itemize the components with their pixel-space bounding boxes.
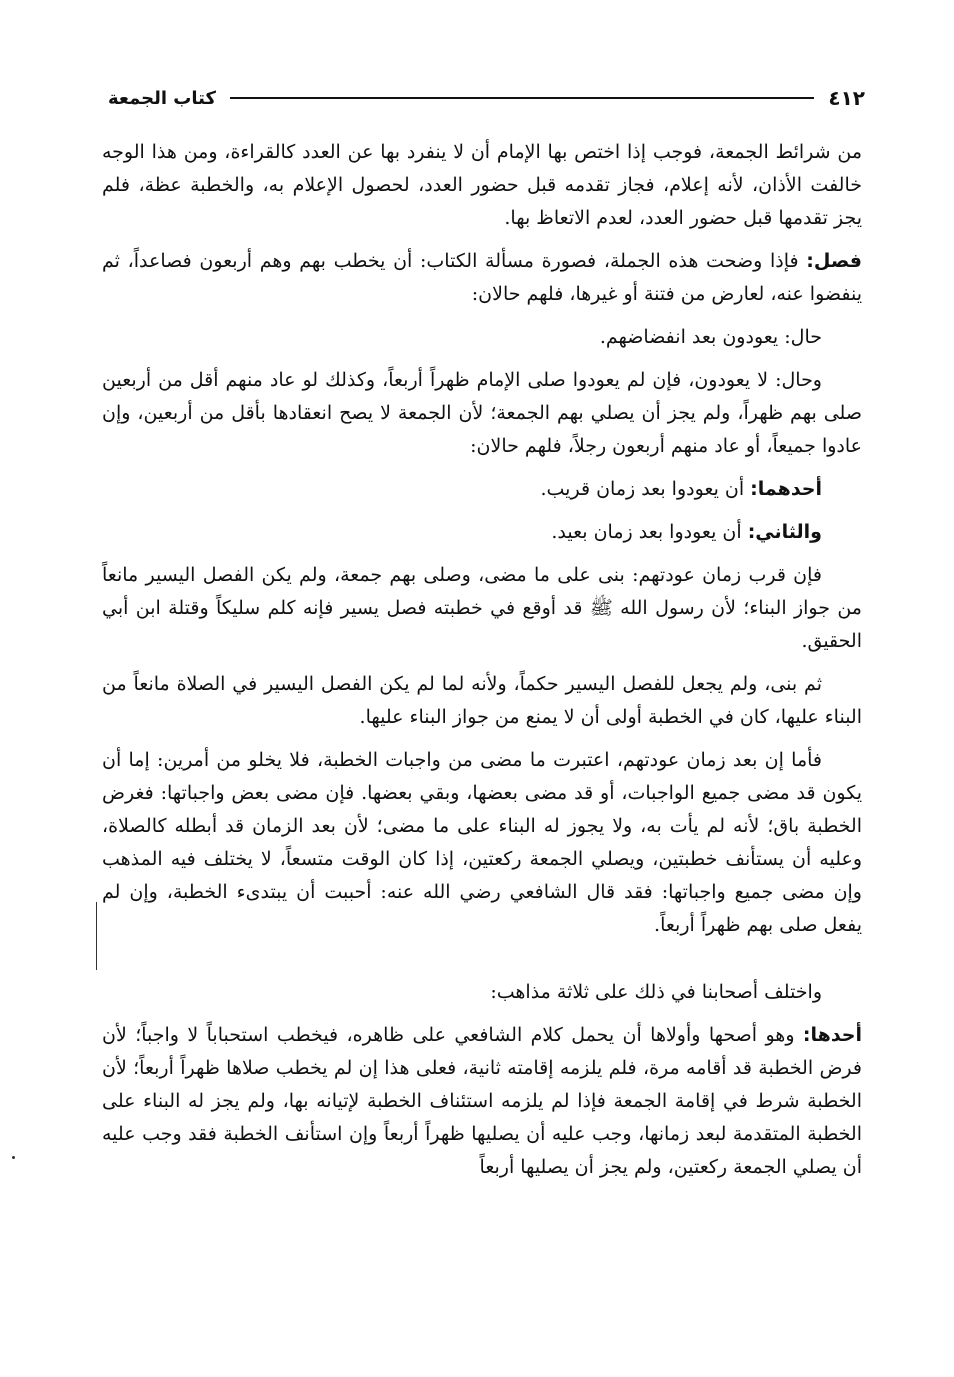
label-second: والثاني: <box>747 521 822 543</box>
body-text <box>102 136 862 1194</box>
scan-speck <box>12 1156 15 1159</box>
book-title: كتاب الجمعة <box>108 87 216 109</box>
label-first-opinion: أحدها: <box>802 1024 862 1046</box>
paragraph-7: فإن قرب زمان عودتهم: بنى على ما مضى، وصلى بهم جمعة، ولم يكن الفصل اليسير مانعاً من جواز البناء؛ لأن رسول الله ﷺ قد أوقع في خطبته فصل يسير فإنه كلم سليكاً وقتلة ابن أبي الحقيق. <box>102 564 862 652</box>
paragraph-9: فأما إن بعد زمان عودتهم، اعتبرت ما مضى من واجبات الخطبة، فلا يخلو من أمرين: إما أن يكون قد مضى جميع الواجبات، أو قد مضى بعضها، وبقي بعضها. فإن مضى بعض واجباتها: فغرض الخطبة باق؛ لأنه لم يأت به، ولا يجوز له البناء على ما مضى؛ لأن بعد الزمان قد أبطله كالصلاة، وعليه أن يستأنف خطبتين، ويصلي الجمعة ركعتين، إذا كان الوقت متسعاً، لا يختلف فيه المذهب وإن مضى جميع واجباتها: فقد قال الشافعي رضي الله عنه: أحببت أن يبتدىء الخطبة، وإن لم يفعل صلى بهم ظهراً أربعاً. <box>102 749 862 936</box>
paragraph-3: حال: يعودون بعد انفضاضهم. <box>599 326 822 348</box>
paragraph-5: أحدهما: أن يعودوا بعد زمان قريب. <box>540 478 822 500</box>
paragraph-11: أحدها: وهو أصحها وأولاها أن يحمل كلام الشافعي على ظاهره، فيخطب استحباباً لا واجباً؛ لأن فرض الخطبة قد أقامه مرة، فلم يلزمه إقامته ثانية، فعلى هذا إن لم يخطب صلاها ظهراً أربعاً؛ لأن الخطبة شرط في إقامة الجمعة فإذا لم يلزمه استئناف الخطبة لإتيانه بها، ولم يجز له البناء على الخطبة المتقدمة لبعد زمانها، وجب عليه أن يصليها ظهراً أربعاً وإن استأنف الخطبة فقد وجب عليه أن يصلي الجمعة ركعتين، ولم يجز أن يصليها أربعاً <box>102 1024 862 1178</box>
header-rule <box>230 97 814 99</box>
paragraph-4: وحال: لا يعودون، فإن لم يعودوا صلى الإمام ظهراً أربعاً، وكذلك لو عاد منهم أقل من أربعين صلى بهم ظهراً، ولم يجز أن يصلي بهم الجمعة؛ لأن الجمعة لا يصح انعقادها بأقل من أربعين، وإن عادوا جميعاً، أو عاد منهم أربعون رجلاً، فلهم حالان: <box>102 369 862 457</box>
page-number: ٤١٢ <box>828 86 865 110</box>
running-header <box>108 80 865 116</box>
section-label-fasl: فصل: <box>806 250 862 272</box>
margin-mark <box>96 902 97 970</box>
paragraph-1: من شرائط الجمعة، فوجب إذا اختص بها الإمام أن لا ينفرد بها عن العدد كالقراءة، ومن هذا الوجه خالفت الأذان، لأنه إعلام، فجاز تقدمه قبل حضور العدد، لحصول الإعلام به، والخطبة عظة، فلم يجز تقدمها قبل حضور العدد، لعدم الاتعاظ بها. <box>102 141 862 229</box>
paragraph-6: والثاني: أن يعودوا بعد زمان بعيد. <box>551 521 822 543</box>
paragraph-2: فصل: فإذا وضحت هذه الجملة، فصورة مسألة الكتاب: أن يخطب بهم وهم أربعون فصاعداً، ثم ينفضوا عنه، لعارض من فتنة أو غيرها، فلهم حالان: <box>102 250 862 305</box>
label-first: أحدهما: <box>750 478 822 500</box>
paragraph-8: ثم بنى، ولم يجعل للفصل اليسير حكماً، ولأنه لما لم يكن الفصل اليسير في الصلاة مانعاً من البناء عليها، كان في الخطبة أولى أن لا يمنع من جواز البناء عليها. <box>102 673 862 728</box>
paragraph-10: واختلف أصحابنا في ذلك على ثلاثة مذاهب: <box>490 981 822 1003</box>
